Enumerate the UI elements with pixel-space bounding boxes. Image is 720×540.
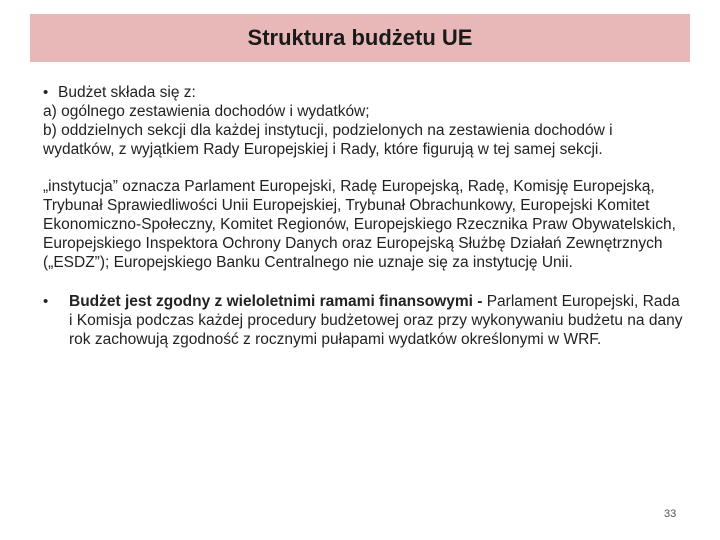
institution-definition-text: „instytucja” oznacza Parlament Europejski, Radę Europejską, Radę, Komisję Europejską, Trybunał Sprawiedliwości Unii Europejskiej, Trybunał Obrachunkowy, Europejski Komitet Ekonomiczno-Społeczny, Komitet Regionów, Europejskiego Rzecznika Praw Obywatelskich, Europejskiego Inspektora Ochrony Danych oraz Europejską Służbę Działań Zewnętrznych („ESDZ”); Europejskiego Banku Centralnego nie uznaje się za instytucję Unii. (43, 178, 676, 271)
bullet-icon: • (43, 293, 49, 310)
mff-body-text: Parlament Europejski, Rada i Komisja podczas każdej procedury budżetowej oraz przy wykonywaniu budżetu na dany rok zachowują zgodność z rocznymi pułapami wydatków określonymi w WRF. (69, 293, 683, 348)
paragraph-budget-composition (43, 83, 683, 159)
mff-bold-text: Budżet jest zgodny z wieloletnimi ramami finansowymi - (69, 293, 487, 310)
item-a-text: a) ogólnego zestawienia dochodów i wydatków; (43, 103, 370, 120)
item-b-text: b) oddzielnych sekcji dla każdej instytucji, podzielonych na zestawienia dochodów i wydatków, z wyjątkiem Rady Europejskiej i Rady, które figurują w tej samej sekcji. (43, 122, 613, 158)
title-bar (30, 14, 690, 62)
slide-content (43, 83, 683, 349)
bullet-icon: • (43, 84, 49, 101)
slide-title: Struktura budżetu UE (247, 25, 473, 50)
paragraph-mff-compliance (43, 292, 683, 349)
paragraph-institution-definition (43, 177, 683, 272)
bullet-item (43, 83, 683, 102)
mff-compliance-text (69, 292, 683, 349)
budget-intro-text: Budżet składa się z: (58, 84, 196, 101)
page-number: 33 (664, 508, 677, 520)
